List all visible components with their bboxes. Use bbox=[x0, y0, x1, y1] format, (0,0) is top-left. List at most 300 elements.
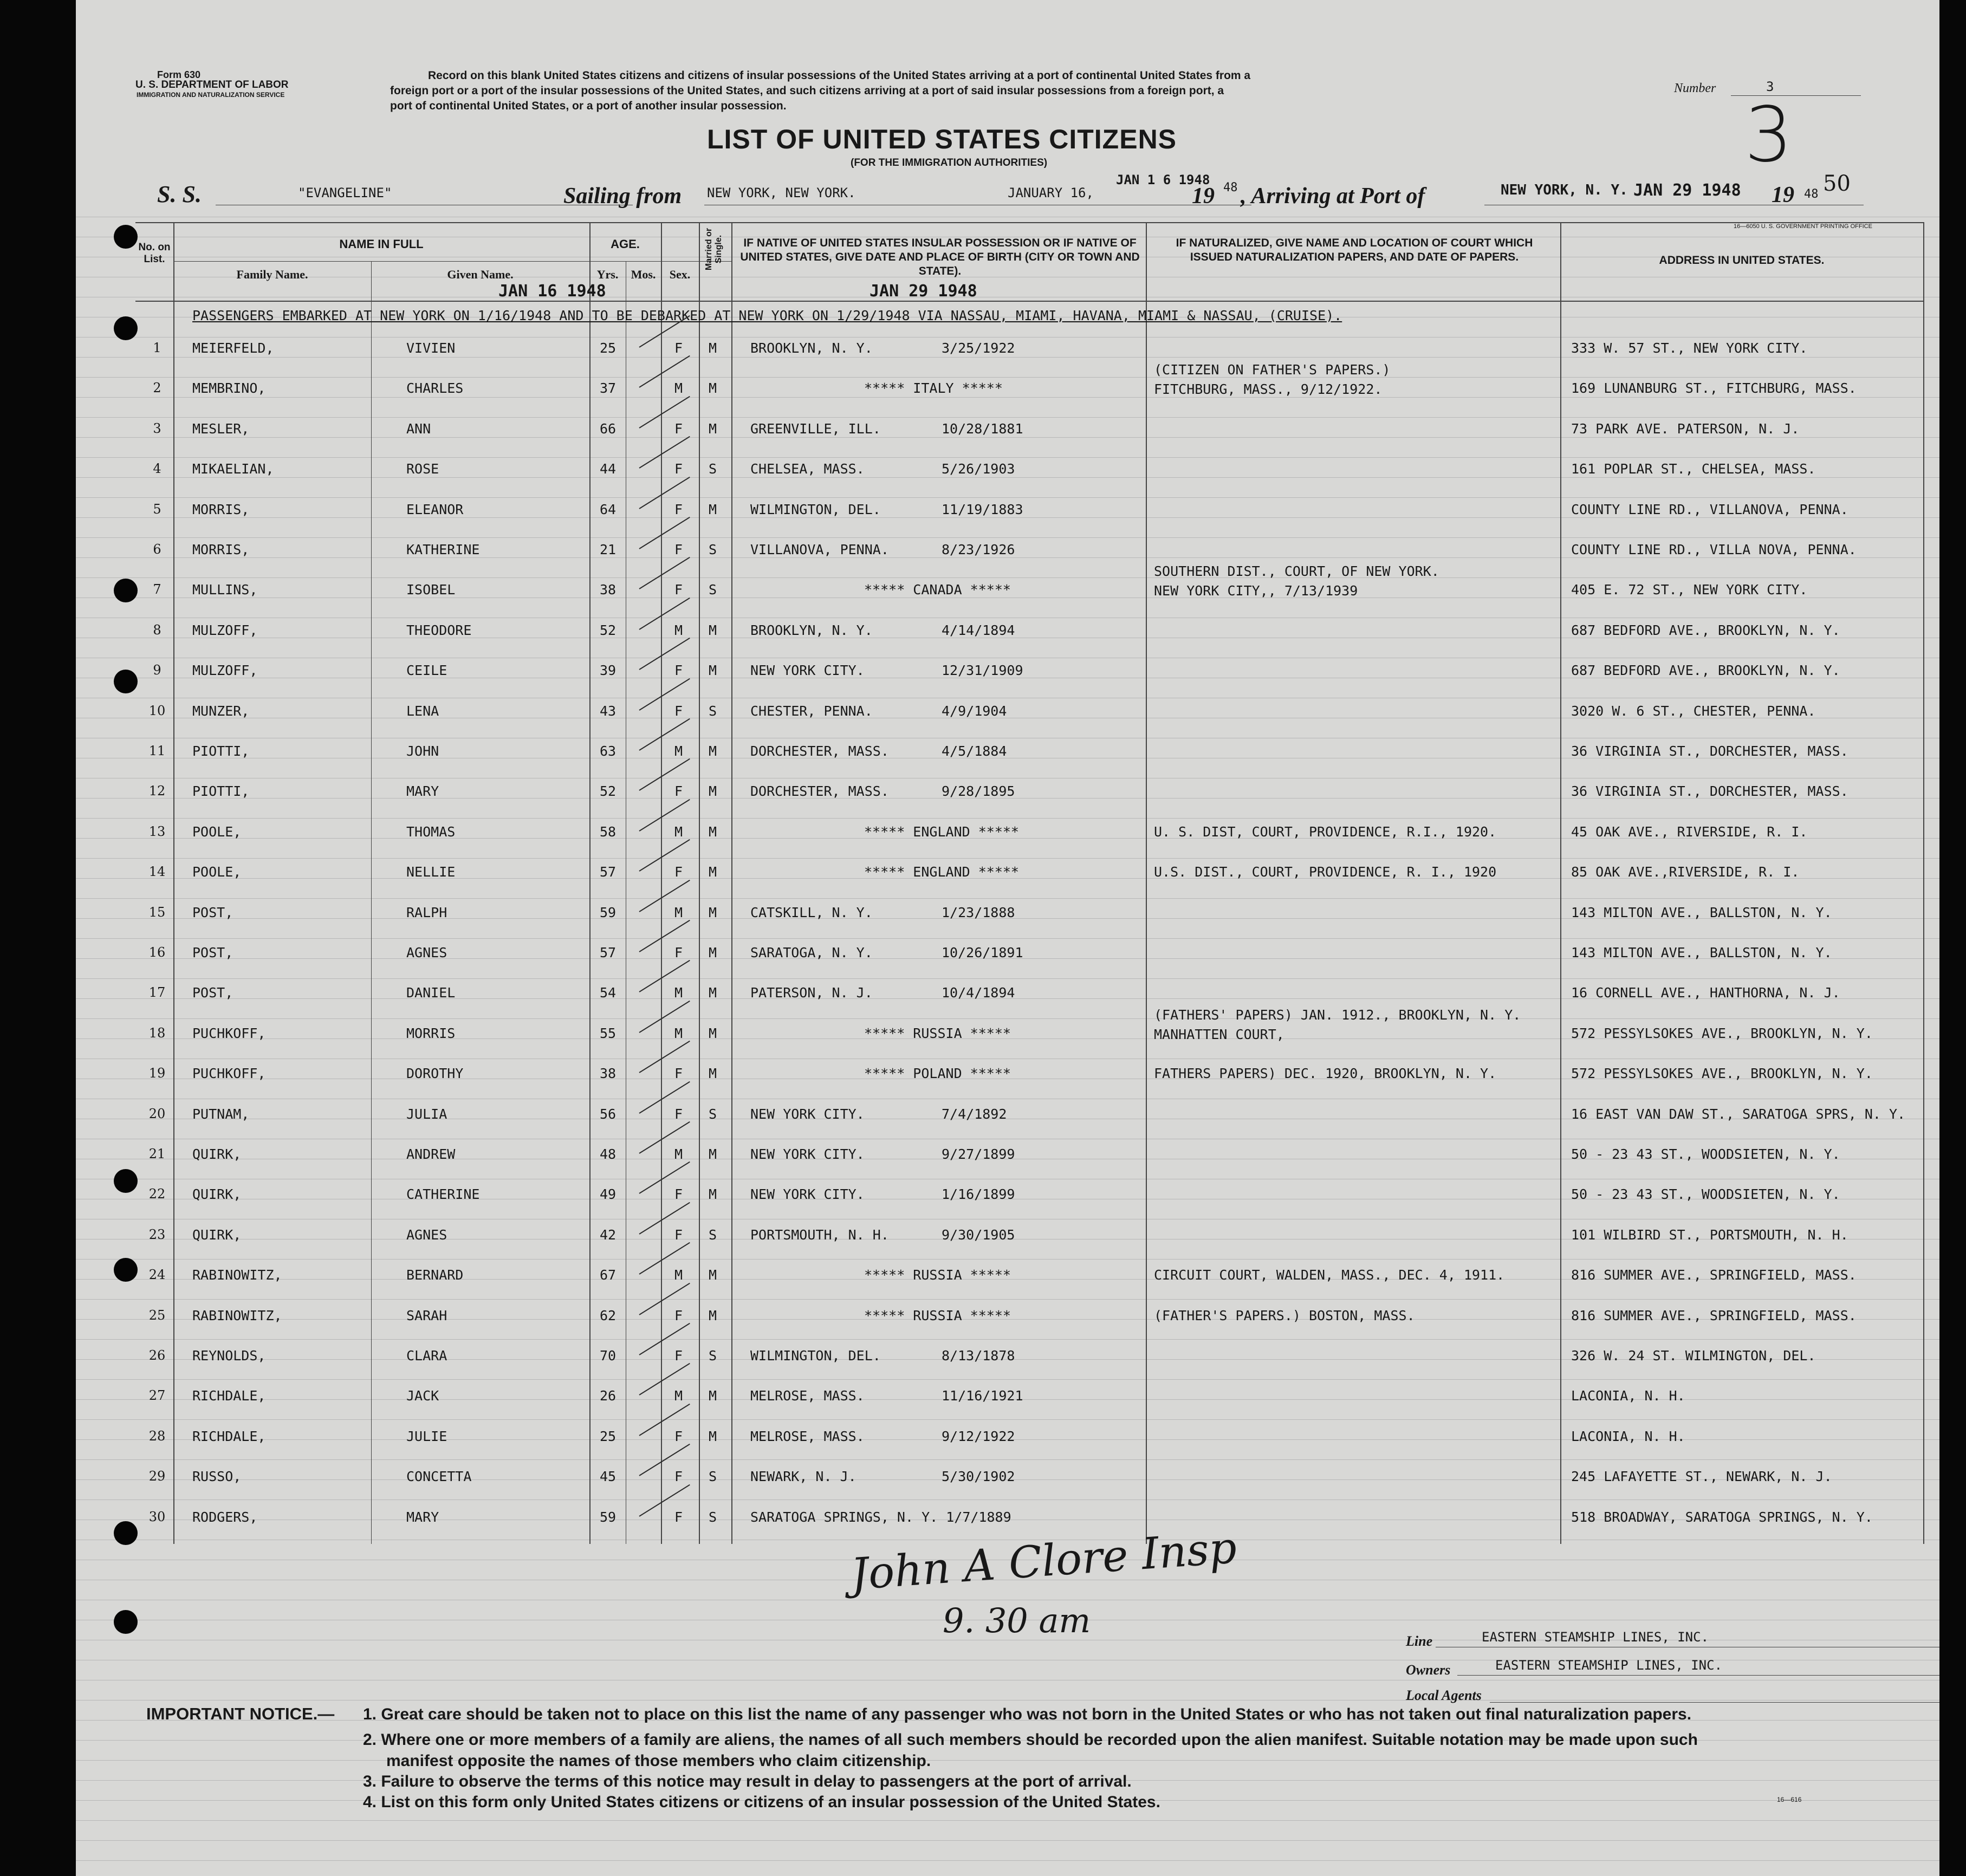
notice-2-cont: manifest opposite the names of those members who claim citizenship. bbox=[386, 1752, 931, 1770]
ruled-line bbox=[76, 1299, 1939, 1300]
given-name: CHARLES bbox=[406, 380, 464, 396]
given-name: BERNARD bbox=[406, 1267, 464, 1283]
birth-place: ***** POLAND ***** bbox=[864, 1066, 1011, 1081]
sex: F bbox=[674, 1509, 683, 1525]
marital-status: M bbox=[709, 340, 717, 356]
naturalization-line-1: U. S. DIST, COURT, PROVIDENCE, R.I., 1920. bbox=[1154, 824, 1497, 840]
punch-hole bbox=[114, 1169, 138, 1193]
ruled-line bbox=[76, 818, 1939, 819]
birth-date: 1/23/1888 bbox=[942, 905, 1015, 920]
family-name: PIOTTI, bbox=[192, 743, 250, 759]
marital-status: M bbox=[709, 622, 717, 638]
given-name: KATHERINE bbox=[406, 542, 480, 557]
birth-place: DORCHESTER, MASS. bbox=[750, 743, 889, 759]
birth-date: 11/16/1921 bbox=[942, 1388, 1023, 1404]
row-number: 8 bbox=[153, 622, 161, 638]
sex: F bbox=[674, 1348, 683, 1364]
given-name: JULIA bbox=[406, 1106, 447, 1122]
given-name: JULIE bbox=[406, 1429, 447, 1444]
family-name: RICHDALE, bbox=[192, 1388, 266, 1404]
address: 143 MILTON AVE., BALLSTON, N. Y. bbox=[1571, 905, 1832, 920]
sex: F bbox=[674, 1186, 683, 1202]
birth-place: NEW YORK CITY. bbox=[750, 1146, 865, 1162]
address: 326 W. 24 ST. WILMINGTON, DEL. bbox=[1571, 1348, 1816, 1364]
address: LACONIA, N. H. bbox=[1571, 1388, 1685, 1404]
birth-date: 11/19/1883 bbox=[942, 502, 1023, 517]
age-years: 58 bbox=[600, 824, 617, 840]
address: 16 CORNELL AVE., HANTHORNA, N. J. bbox=[1571, 985, 1840, 1001]
given-name: LENA bbox=[406, 703, 439, 719]
line-label: Line bbox=[1406, 1633, 1433, 1649]
sex: M bbox=[674, 1025, 683, 1041]
address: 45 OAK AVE., RIVERSIDE, R. I. bbox=[1571, 824, 1808, 840]
birth-place: VILLANOVA, PENNA. bbox=[750, 542, 889, 557]
ruled-line bbox=[76, 1820, 1939, 1821]
naturalization-line-1: (FATHERS' PAPERS) JAN. 1912., BROOKLYN, N. Y. bbox=[1154, 1007, 1521, 1023]
marital-status: S bbox=[709, 703, 717, 719]
naturalization-line-1: (FATHER'S PAPERS.) BOSTON, MASS. bbox=[1154, 1308, 1415, 1323]
family-name: POST, bbox=[192, 985, 233, 1001]
marital-status: S bbox=[709, 582, 717, 598]
address: 161 POPLAR ST., CHELSEA, MASS. bbox=[1571, 461, 1816, 477]
handwritten-50: 50 bbox=[1823, 171, 1851, 196]
address: 572 PESSYLSOKES AVE., BROOKLYN, N. Y. bbox=[1571, 1025, 1873, 1041]
age-years: 48 bbox=[600, 1146, 617, 1162]
sex: M bbox=[674, 985, 683, 1001]
family-name: MORRIS, bbox=[192, 542, 250, 557]
birth-date: 4/9/1904 bbox=[942, 703, 1007, 719]
row-number: 5 bbox=[153, 502, 161, 517]
punch-hole bbox=[114, 1258, 138, 1282]
age-years: 56 bbox=[600, 1106, 617, 1122]
ruled-line bbox=[76, 1860, 1939, 1861]
given-name: VIVIEN bbox=[406, 340, 456, 356]
age-years: 64 bbox=[600, 502, 617, 517]
address: 687 BEDFORD AVE., BROOKLYN, N. Y. bbox=[1571, 622, 1840, 638]
line-value: EASTERN STEAMSHIP LINES, INC. bbox=[1482, 1630, 1709, 1645]
family-name: MULZOFF, bbox=[192, 622, 258, 638]
col-head-married: Married or Single. bbox=[704, 228, 723, 271]
marital-status: S bbox=[709, 1348, 717, 1364]
row-number: 15 bbox=[148, 905, 166, 920]
col-line-no bbox=[173, 222, 174, 1544]
marital-status: M bbox=[709, 1308, 717, 1323]
sex: M bbox=[674, 380, 683, 396]
sex: F bbox=[674, 1469, 683, 1484]
birth-place: ***** CANADA ***** bbox=[864, 582, 1011, 598]
birth-place: GREENVILLE, ILL. bbox=[750, 421, 881, 437]
birth-place: ***** RUSSIA ***** bbox=[864, 1025, 1011, 1041]
family-name: MULLINS, bbox=[192, 582, 258, 598]
marital-status: M bbox=[709, 380, 717, 396]
bottom-code: 16—616 bbox=[1777, 1796, 1802, 1803]
notice-3: 3. Failure to observe the terms of this notice may result in delay to passengers at the port of arrival. bbox=[363, 1773, 1132, 1790]
birth-date: 12/31/1909 bbox=[942, 663, 1023, 678]
marital-status: S bbox=[709, 1106, 717, 1122]
age-years: 67 bbox=[600, 1267, 617, 1283]
marital-status: M bbox=[709, 1267, 717, 1283]
given-name: CONCETTA bbox=[406, 1469, 472, 1484]
sailing-port: NEW YORK, NEW YORK. bbox=[707, 185, 856, 200]
sailing-stamp: JAN 1 6 1948 bbox=[1116, 172, 1210, 187]
birth-place: DORCHESTER, MASS. bbox=[750, 783, 889, 799]
address: 169 LUNANBURG ST., FITCHBURG, MASS. bbox=[1571, 380, 1857, 396]
page-subtitle: (FOR THE IMMIGRATION AUTHORITIES) bbox=[851, 157, 1048, 168]
sailing-year-label: 19 bbox=[1192, 184, 1215, 209]
birth-date: 7/4/1892 bbox=[942, 1106, 1007, 1122]
name-subhead-line bbox=[173, 261, 731, 262]
age-years: 37 bbox=[600, 380, 617, 396]
marital-status: M bbox=[709, 1146, 717, 1162]
marital-status: M bbox=[709, 421, 717, 437]
header-bottom-line bbox=[135, 301, 1923, 302]
address: COUNTY LINE RD., VILLA NOVA, PENNA. bbox=[1571, 542, 1857, 557]
col-head-naturalized: IF NATURALIZED, GIVE NAME AND LOCATION OF COURT WHICH ISSUED NATURALIZATION PAPERS, AND DATE OF PAPERS. bbox=[1176, 237, 1533, 263]
birth-place: SARATOGA SPRINGS, N. Y. 1/7/1889 bbox=[750, 1509, 1011, 1525]
age-years: 59 bbox=[600, 905, 617, 920]
family-name: MUNZER, bbox=[192, 703, 250, 719]
given-name: DOROTHY bbox=[406, 1066, 464, 1081]
age-years: 21 bbox=[600, 542, 617, 557]
birth-date: 9/30/1905 bbox=[942, 1227, 1015, 1243]
marital-status: M bbox=[709, 864, 717, 880]
age-years: 38 bbox=[600, 582, 617, 598]
col-line-birth bbox=[731, 222, 732, 1544]
debark-date-stamp: JAN 29 1948 bbox=[870, 282, 977, 301]
given-name: MARY bbox=[406, 1509, 439, 1525]
given-name: ROSE bbox=[406, 461, 439, 477]
sex: F bbox=[674, 1308, 683, 1323]
sex: F bbox=[674, 1429, 683, 1444]
birth-date: 9/27/1899 bbox=[942, 1146, 1015, 1162]
birth-place: PATERSON, N. J. bbox=[750, 985, 873, 1001]
inspection-time: 9. 30 am bbox=[943, 1601, 1091, 1640]
address: LACONIA, N. H. bbox=[1571, 1429, 1685, 1444]
birth-place: NEWARK, N. J. bbox=[750, 1469, 857, 1484]
sex: M bbox=[674, 743, 683, 759]
sex: F bbox=[674, 542, 683, 557]
given-name: RALPH bbox=[406, 905, 447, 920]
birth-place: CATSKILL, N. Y. bbox=[750, 905, 873, 920]
birth-place: NEW YORK CITY. bbox=[750, 1186, 865, 1202]
address: 518 BROADWAY, SARATOGA SPRINGS, N. Y. bbox=[1571, 1509, 1873, 1525]
given-name: NELLIE bbox=[406, 864, 456, 880]
address: 50 - 23 43 ST., WOODSIETEN, N. Y. bbox=[1571, 1186, 1840, 1202]
age-years: 55 bbox=[600, 1025, 617, 1041]
birth-place: ***** ITALY ***** bbox=[864, 380, 1003, 396]
agents-label: Local Agents bbox=[1406, 1687, 1482, 1703]
birth-date: 3/25/1922 bbox=[942, 340, 1015, 356]
owners-underline bbox=[1457, 1675, 1939, 1676]
service-label: IMMIGRATION AND NATURALIZATION SERVICE bbox=[137, 91, 285, 99]
arrival-year-value: 48 bbox=[1804, 187, 1819, 201]
marital-status: M bbox=[709, 783, 717, 799]
ruled-line bbox=[76, 1339, 1939, 1340]
col-head-address: ADDRESS IN UNITED STATES. bbox=[1659, 254, 1825, 267]
age-years: 57 bbox=[600, 945, 617, 960]
birth-date: 5/26/1903 bbox=[942, 461, 1015, 477]
sailing-label: Sailing from bbox=[563, 184, 682, 209]
row-number: 11 bbox=[148, 743, 166, 758]
arrival-year-label: 19 bbox=[1772, 183, 1794, 207]
address: 16 EAST VAN DAW ST., SARATOGA SPRS, N. Y. bbox=[1571, 1106, 1906, 1122]
given-name: THEODORE bbox=[406, 622, 472, 638]
given-name: CATHERINE bbox=[406, 1186, 480, 1202]
birth-date: 4/14/1894 bbox=[942, 622, 1015, 638]
ruled-line bbox=[76, 557, 1939, 558]
marital-status: M bbox=[709, 663, 717, 678]
given-name: ISOBEL bbox=[406, 582, 456, 598]
row-number: 27 bbox=[148, 1388, 166, 1403]
family-name: QUIRK, bbox=[192, 1227, 242, 1243]
birth-place: CHELSEA, MASS. bbox=[750, 461, 865, 477]
naturalization-line-1: SOUTHERN DIST., COURT, OF NEW YORK. bbox=[1154, 563, 1439, 579]
family-name: POOLE, bbox=[192, 864, 242, 880]
punch-hole bbox=[114, 579, 138, 602]
sex: F bbox=[674, 663, 683, 678]
given-name: THOMAS bbox=[406, 824, 456, 840]
naturalization-line-2: NEW YORK CITY,, 7/13/1939 bbox=[1154, 583, 1358, 599]
given-name: DANIEL bbox=[406, 985, 456, 1001]
address: 687 BEDFORD AVE., BROOKLYN, N. Y. bbox=[1571, 663, 1840, 678]
age-years: 26 bbox=[600, 1388, 617, 1404]
given-name: AGNES bbox=[406, 1227, 447, 1243]
given-name: JACK bbox=[406, 1388, 439, 1404]
address: 816 SUMMER AVE., SPRINGFIELD, MASS. bbox=[1571, 1308, 1857, 1323]
age-years: 52 bbox=[600, 783, 617, 799]
row-number: 28 bbox=[148, 1429, 166, 1444]
given-name: CLARA bbox=[406, 1348, 447, 1364]
punch-hole bbox=[114, 225, 138, 249]
instructions-line-3: port of continental United States, or a port of another insular possession. bbox=[390, 100, 787, 112]
ruled-line bbox=[76, 1018, 1939, 1019]
col-head-age: AGE. bbox=[611, 237, 640, 251]
birth-place: BROOKLYN, N. Y. bbox=[750, 340, 873, 356]
col-line-sex bbox=[661, 222, 662, 1544]
sex: F bbox=[674, 1227, 683, 1243]
birth-place: WILMINGTON, DEL. bbox=[750, 502, 881, 517]
ruled-line bbox=[76, 537, 1939, 538]
sex: F bbox=[674, 461, 683, 477]
sex: M bbox=[674, 824, 683, 840]
birth-date: 10/4/1894 bbox=[942, 985, 1015, 1001]
ruled-line bbox=[76, 1499, 1939, 1500]
table-top-line bbox=[135, 222, 1923, 223]
col-line-given bbox=[371, 261, 372, 1544]
ruled-line bbox=[76, 497, 1939, 498]
row-number: 10 bbox=[148, 703, 166, 718]
marital-status: M bbox=[709, 985, 717, 1001]
given-name: MORRIS bbox=[406, 1025, 456, 1041]
marital-status: M bbox=[709, 1025, 717, 1041]
sex: F bbox=[674, 340, 683, 356]
family-name: MESLER, bbox=[192, 421, 250, 437]
ruled-line bbox=[76, 1419, 1939, 1420]
ruled-line bbox=[76, 577, 1939, 578]
punch-hole bbox=[114, 1610, 138, 1634]
given-name: JOHN bbox=[406, 743, 439, 759]
col-head-no: No. on List. bbox=[138, 242, 171, 265]
birth-place: MELROSE, MASS. bbox=[750, 1388, 865, 1404]
naturalization-line-1: (CITIZEN ON FATHER'S PAPERS.) bbox=[1154, 362, 1391, 378]
col-head-mos: Mos. bbox=[631, 268, 656, 281]
address: 405 E. 72 ST., NEW YORK CITY. bbox=[1571, 582, 1808, 598]
sex: F bbox=[674, 1066, 683, 1081]
sex: F bbox=[674, 502, 683, 517]
page-title: LIST OF UNITED STATES CITIZENS bbox=[707, 124, 1177, 154]
marital-status: M bbox=[709, 905, 717, 920]
birth-place: ***** RUSSIA ***** bbox=[864, 1267, 1011, 1283]
row-number: 4 bbox=[153, 461, 161, 476]
birth-place: ***** ENGLAND ***** bbox=[864, 864, 1019, 880]
col-line-age bbox=[589, 222, 591, 1544]
family-name: RODGERS, bbox=[192, 1509, 258, 1525]
sex: M bbox=[674, 1267, 683, 1283]
family-name: POST, bbox=[192, 945, 233, 960]
owners-value: EASTERN STEAMSHIP LINES, INC. bbox=[1495, 1658, 1723, 1673]
printing-office-note: 16—6050 U. S. GOVERNMENT PRINTING OFFICE bbox=[1734, 223, 1872, 230]
ruled-line bbox=[76, 1459, 1939, 1460]
address: 36 VIRGINIA ST., DORCHESTER, MASS. bbox=[1571, 783, 1848, 799]
row-number: 22 bbox=[148, 1186, 166, 1202]
sex: F bbox=[674, 864, 683, 880]
family-name: POST, bbox=[192, 905, 233, 920]
sex: M bbox=[674, 1146, 683, 1162]
row-number: 19 bbox=[148, 1066, 166, 1081]
family-name: QUIRK, bbox=[192, 1186, 242, 1202]
ship-name: "EVANGELINE" bbox=[298, 185, 392, 200]
age-years: 25 bbox=[600, 340, 617, 356]
row-number: 7 bbox=[153, 582, 161, 597]
ruled-line bbox=[76, 377, 1939, 378]
ruled-line bbox=[76, 938, 1939, 939]
family-name: RICHDALE, bbox=[192, 1429, 266, 1444]
ruled-line bbox=[76, 1840, 1939, 1841]
address: 50 - 23 43 ST., WOODSIETEN, N. Y. bbox=[1571, 1146, 1840, 1162]
address: 101 WILBIRD ST., PORTSMOUTH, N. H. bbox=[1571, 1227, 1848, 1243]
family-name: MORRIS, bbox=[192, 502, 250, 517]
marital-status: S bbox=[709, 1227, 717, 1243]
age-years: 39 bbox=[600, 663, 617, 678]
address: 73 PARK AVE. PATERSON, N. J. bbox=[1571, 421, 1800, 437]
family-name: RABINOWITZ, bbox=[192, 1267, 282, 1283]
ruled-line bbox=[76, 978, 1939, 979]
naturalization-line-2: FITCHBURG, MASS., 9/12/1922. bbox=[1154, 381, 1383, 397]
ruled-line bbox=[76, 517, 1939, 518]
family-name: PUTNAM, bbox=[192, 1106, 250, 1122]
marital-status: S bbox=[709, 542, 717, 557]
number-label: Number bbox=[1674, 81, 1716, 95]
department-label: U. S. DEPARTMENT OF LABOR bbox=[135, 79, 289, 90]
address: 572 PESSYLSOKES AVE., BROOKLYN, N. Y. bbox=[1571, 1066, 1873, 1081]
birth-date: 8/23/1926 bbox=[942, 542, 1015, 557]
instructions-line-2: foreign port or a port of the insular possessions of the United States, and such citizens arriving at a port of said insular possessions from a foreign port, a bbox=[390, 85, 1224, 97]
birth-place: SARATOGA, N. Y. bbox=[750, 945, 873, 960]
address: 36 VIRGINIA ST., DORCHESTER, MASS. bbox=[1571, 743, 1848, 759]
row-number: 29 bbox=[148, 1469, 166, 1484]
birth-place: ***** RUSSIA ***** bbox=[864, 1308, 1011, 1323]
notice-2: 2. Where one or more members of a family are aliens, the names of all such members should be recorded upon the alien manifest. Suitable notation may be made upon such bbox=[363, 1731, 1698, 1749]
age-years: 38 bbox=[600, 1066, 617, 1081]
given-name: ANN bbox=[406, 421, 431, 437]
col-line-married bbox=[699, 222, 700, 1544]
col-head-given: Given Name. bbox=[447, 268, 514, 281]
birth-date: 10/26/1891 bbox=[942, 945, 1023, 960]
arriving-label: , Arriving at Port of bbox=[1241, 184, 1425, 209]
family-name: QUIRK, bbox=[192, 1146, 242, 1162]
age-years: 45 bbox=[600, 1469, 617, 1484]
address: 245 LAFAYETTE ST., NEWARK, N. J. bbox=[1571, 1469, 1832, 1484]
col-head-family: Family Name. bbox=[236, 268, 308, 281]
birth-place: WILMINGTON, DEL. bbox=[750, 1348, 881, 1364]
arriving-port: NEW YORK, N. Y. bbox=[1501, 182, 1628, 198]
birth-date: 8/13/1878 bbox=[942, 1348, 1015, 1364]
family-name: RABINOWITZ, bbox=[192, 1308, 282, 1323]
birth-place: NEW YORK CITY. bbox=[750, 1106, 865, 1122]
col-head-yrs: Yrs. bbox=[596, 268, 619, 281]
embark-date-stamp: JAN 16 1948 bbox=[498, 282, 606, 301]
birth-date: 9/28/1895 bbox=[942, 783, 1015, 799]
address: COUNTY LINE RD., VILLANOVA, PENNA. bbox=[1571, 502, 1848, 517]
given-name: ANDREW bbox=[406, 1146, 456, 1162]
row-number: 26 bbox=[148, 1348, 166, 1363]
age-years: 57 bbox=[600, 864, 617, 880]
age-years: 62 bbox=[600, 1308, 617, 1323]
marital-status: M bbox=[709, 502, 717, 517]
form-number: Form 630 bbox=[157, 69, 201, 80]
age-years: 52 bbox=[600, 622, 617, 638]
inspector-signature: John A Clore Insp bbox=[849, 1522, 1238, 1600]
birth-date: 4/5/1884 bbox=[942, 743, 1007, 759]
notice-title: IMPORTANT NOTICE.— bbox=[146, 1704, 335, 1723]
marital-status: M bbox=[709, 1066, 717, 1081]
birth-place: BROOKLYN, N. Y. bbox=[750, 622, 873, 638]
family-name: PUCHKOFF, bbox=[192, 1066, 266, 1081]
row-number: 1 bbox=[153, 340, 161, 355]
naturalization-line-1: FATHERS PAPERS) DEC. 1920, BROOKLYN, N. Y. bbox=[1154, 1066, 1497, 1081]
manifest-sheet bbox=[76, 0, 1939, 1876]
birth-place: ***** ENGLAND ***** bbox=[864, 824, 1019, 840]
col-head-birth: IF NATIVE OF UNITED STATES INSULAR POSSESSION OR IF NATIVE OF UNITED STATES, GIVE DATE AND PLACE OF BIRTH (CITY OR TOWN AND STATE). bbox=[740, 237, 1140, 277]
row-number: 9 bbox=[153, 663, 161, 678]
given-name: ELEANOR bbox=[406, 502, 464, 517]
row-number: 21 bbox=[148, 1146, 166, 1161]
sailing-date: JANUARY 16, bbox=[1008, 185, 1094, 200]
ruled-line bbox=[76, 477, 1939, 478]
ruled-line bbox=[76, 898, 1939, 899]
row-number: 16 bbox=[148, 945, 166, 960]
row-number: 30 bbox=[148, 1509, 166, 1524]
ruled-line bbox=[76, 1379, 1939, 1380]
family-name: REYNOLDS, bbox=[192, 1348, 266, 1364]
ruled-line bbox=[76, 397, 1939, 398]
sex: M bbox=[674, 622, 683, 638]
ruled-line bbox=[76, 437, 1939, 438]
row-number: 12 bbox=[148, 783, 166, 799]
address: 333 W. 57 ST., NEW YORK CITY. bbox=[1571, 340, 1808, 356]
naturalization-line-2: MANHATTEN COURT, bbox=[1154, 1027, 1284, 1042]
marital-status: M bbox=[709, 945, 717, 960]
family-name: MEMBRINO, bbox=[192, 380, 266, 396]
birth-place: NEW YORK CITY. bbox=[750, 663, 865, 678]
number-handwritten: 3 bbox=[1744, 91, 1793, 179]
row-number: 17 bbox=[148, 985, 166, 1000]
family-name: MULZOFF, bbox=[192, 663, 258, 678]
ruled-line bbox=[76, 457, 1939, 458]
family-name: PUCHKOFF, bbox=[192, 1025, 266, 1041]
age-years: 59 bbox=[600, 1509, 617, 1525]
ruled-line bbox=[76, 1760, 1939, 1761]
